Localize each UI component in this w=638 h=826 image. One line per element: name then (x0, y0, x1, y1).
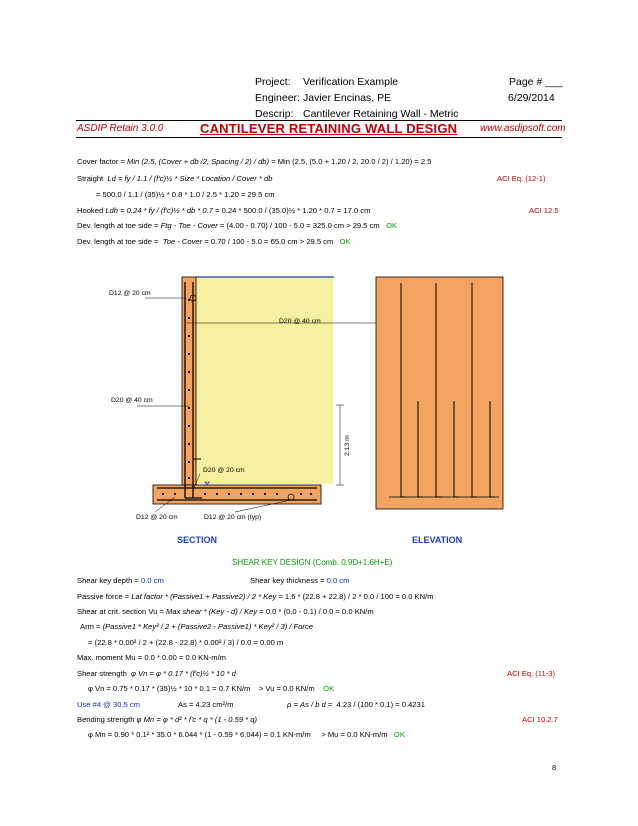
arm-row (80, 622, 313, 631)
bending-strength-label: Bending strength (77, 715, 135, 724)
software-version: ASDIP Retain 3.0.0 (77, 123, 164, 134)
dev-toe2-compare: > 29.5 cm (299, 237, 334, 246)
project-value: Verification Example (303, 76, 399, 88)
rho-formula: ρ = As / b d = (287, 700, 333, 709)
shear-strength-ok: OK (323, 684, 335, 693)
shear-strength-calc: φ Vn = 0.75 * 0.17 * (35)½ * 10 * 0.1 = 0.7 KN/m (88, 684, 251, 693)
dev-toe2-label: Dev. length at toe side = (77, 237, 159, 246)
shear-key-depth-value: 0.0 cm (140, 576, 164, 585)
straight-formula: Ld = fy / 1.1 / (f'c)½ * Size * Location / Cover * db (107, 174, 273, 183)
bending-strength-calc: φ Mn = 0.90 * 0.1² * 35.0 * 6.044 * (1 - 0.59 * 6.044) = 0.1 KN-m/m (88, 730, 311, 739)
max-moment-label: Max. moment Mu = (77, 653, 143, 662)
bending-strength-ok: OK (393, 730, 405, 739)
rho-row (287, 700, 425, 709)
hooked-reference: ACI 12.5 (529, 206, 559, 215)
report-date: 6/29/2014 (508, 92, 555, 104)
shear-crit-formula: Max shear * (Key - d) / Key (166, 607, 258, 616)
bending-strength-row (77, 715, 257, 724)
website-link[interactable]: www.asdipsoft.com (480, 123, 566, 134)
shear-strength-row (77, 669, 236, 678)
dev-toe1-compare: > 29.5 cm (346, 221, 380, 230)
shear-key-depth-row (77, 576, 164, 585)
label-d20-40-left: D20 @ 40 cm (111, 397, 153, 404)
dev-toe2-calc: = 0.70 / 100 - 5.0 = 65.0 cm (204, 237, 298, 246)
passive-force-label: Passive force = (77, 592, 130, 601)
straight-label: Straight (77, 174, 104, 183)
bending-strength-reference: ACI 10.2.7 (522, 715, 558, 724)
label-d20-20: D20 @ 20 cm (203, 467, 245, 474)
engineer-label: Engineer: (255, 92, 300, 104)
descrip-value: Cantilever Retaining Wall - Metric (303, 108, 459, 120)
shear-key-thickness-label: Shear key thickness = (250, 576, 325, 585)
shear-strength-calc-row (88, 684, 334, 693)
passive-force-calc: 1.6 * (22.8 + 22.8) / 2 * 0.0 / 100 = 0.0 KN/m (284, 592, 434, 601)
elevation-caption: ELEVATION (412, 535, 463, 545)
wall-stem (182, 277, 196, 485)
elevation-wall (376, 277, 503, 509)
shear-key-depth-label: Shear key depth = (77, 576, 139, 585)
label-height: 2.13 m (344, 435, 351, 456)
dev-toe1-formula: Ftg - Toe - Cover (160, 221, 218, 230)
page-number-label: Page # ___ (509, 76, 563, 88)
section-caption: SECTION (177, 535, 218, 545)
hooked-label: Hooked (77, 206, 104, 215)
engineer-value: Javier Encinas, PE (303, 92, 392, 104)
shear-crit-label: Shear at crit. section Vu = (77, 607, 164, 616)
cover-factor-calc: = Min (2.5, (5.0 + 1.20 / 2, 20.0 / 2) / 1.20) = 2.5 (271, 157, 432, 166)
label-d12-bottom: D12 @ 20 cm (136, 514, 178, 521)
dev-toe1-ok: OK (386, 221, 398, 230)
cover-factor-formula: Min (2.5, (Cover + db /2, Spacing / 2) / db) (127, 157, 270, 166)
retained-soil (196, 277, 333, 484)
arm-calc: = (22.8 * 0.00² / 2 + (22.8 - 22.8) * 0.00² / 3) / 0.0 = 0.00 m (88, 638, 284, 647)
dev-toe1-calc: = (4.00 - 0.70) / 100 - 5.0 = 325.0 cm (219, 221, 345, 230)
shear-strength-reference: ACI Eq. (11-3) (507, 669, 555, 678)
passive-force-row (77, 592, 434, 601)
straight-calc: = 500.0 / 1.1 / (35)½ * 0.8 * 1.0 / 2.5 * 1.20 = 29.5 cm (96, 190, 275, 199)
shear-crit-calc: = 0.0 * (0.0 - 0.1) / 0.0 = 0.0 KN/m (259, 607, 374, 616)
dev-toe2-ok: OK (339, 237, 351, 246)
bending-strength-calc-row (88, 730, 405, 739)
page-number: 8 (552, 763, 557, 772)
as-calc: As = 4.23 cm²/m (178, 700, 234, 709)
hooked-formula: Ldh = 0.24 * fy / (f'c)½ * db * 0.7 = (105, 206, 220, 215)
shear-key-heading: SHEAR KEY DESIGN (Comb. 0.9D+1.6H+E) (232, 558, 393, 567)
project-label: Project: (255, 76, 291, 88)
cover-factor-label: Cover factor = (77, 157, 125, 166)
arm-formula: (Passive1 * Key² / 2 + (Passive2 - Passive1) * Key² / 3) / Force (102, 622, 313, 631)
shear-strength-formula: φ Vn = φ * 0.17 * (f'c)½ * 10 * d (131, 669, 236, 678)
hooked-calc: 0.24 * 500.0 / (35.0)½ * 1.20 * 0.7 = 17.0 cm (221, 206, 371, 215)
report-title: CANTILEVER RETAINING WALL DESIGN (200, 121, 458, 136)
passive-force-formula: Lat factor * (Passive1 + Passive2) / 2 * Key = (131, 592, 283, 601)
shear-strength-label: Shear strength (77, 669, 127, 678)
dev-toe2-formula: Toe - Cover (162, 237, 203, 246)
label-d20-40-right: D20 @ 40 cm (279, 318, 321, 325)
shear-crit-row (77, 607, 374, 616)
dev-toe1-label: Dev. length at toe side = (77, 221, 159, 230)
max-moment-row (77, 653, 226, 662)
bending-strength-formula: φ Mn = φ * d² * f'c * q * (1 - 0.59 * q) (136, 715, 258, 724)
section-view (109, 277, 402, 545)
max-moment-calc: 0.0 * 0.00 = 0.0 KN-m/m (144, 653, 226, 662)
bar-selection: Use #4 @ 30.5 cm (77, 700, 141, 709)
shear-key-thickness-value: 0.0 cm (326, 576, 350, 585)
shear-strength-compare: > Vu = 0.0 KN/m (258, 684, 315, 693)
bending-strength-compare: > Mu = 0.0 KN-m/m (321, 730, 388, 739)
descrip-label: Descrip: (255, 108, 294, 120)
arm-label: Arm = (80, 622, 101, 631)
label-d12-typ: D12 @ 20 cm (typ) (204, 514, 262, 521)
rho-calc: 4.23 / (100 * 0.1) = 0.4231 (336, 700, 425, 709)
label-d12-top: D12 @ 20 cm (109, 290, 151, 297)
shear-key-thickness-row (250, 576, 349, 585)
straight-reference: ACI Eq. (12-1) (497, 174, 546, 183)
elevation-view (376, 277, 503, 545)
